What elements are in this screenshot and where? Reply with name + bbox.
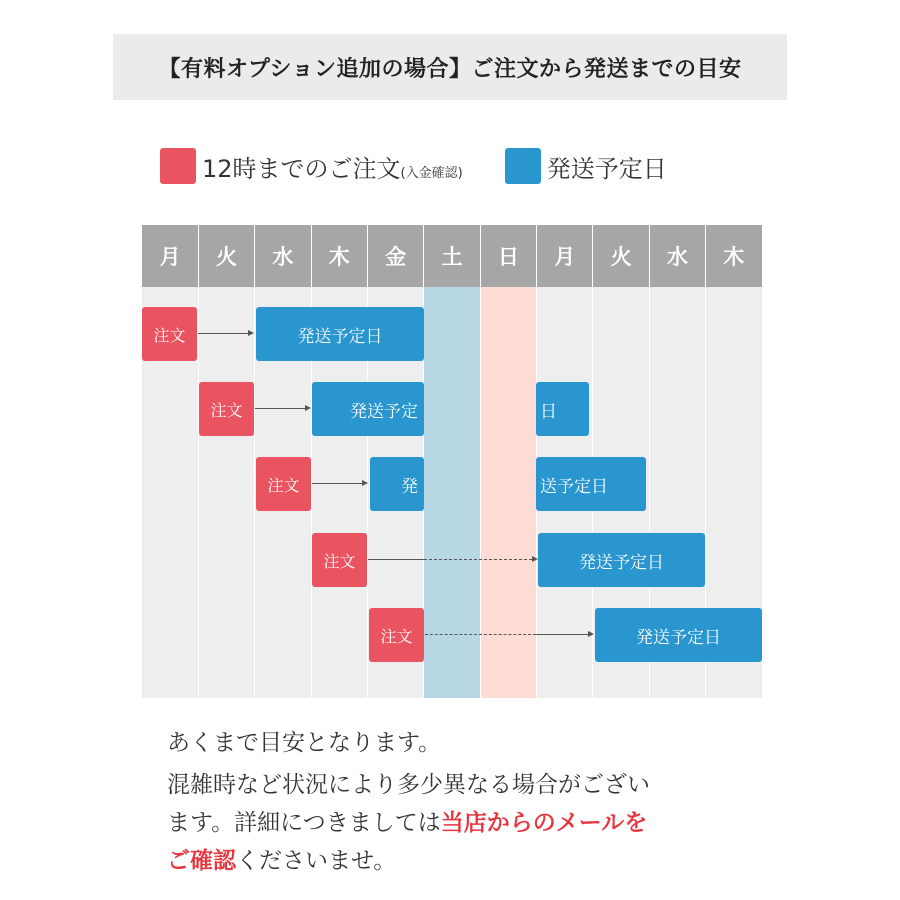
note-line-3 [167, 804, 807, 842]
schedule-row-1 [142, 307, 762, 361]
legend-ship-label: 発送予定日 [546, 154, 667, 183]
schedule-row-5 [142, 608, 762, 662]
day-header: 水 [255, 225, 311, 287]
arrow-line [312, 483, 362, 484]
schedule-chart [142, 225, 762, 698]
legend [160, 146, 667, 186]
legend-order-sub: (入金確認) [400, 165, 463, 181]
ship-block-part: 発送予定 [312, 382, 424, 436]
arrow-line-dashed [424, 559, 532, 560]
ship-block-part: 発 [370, 457, 424, 511]
day-header: 日 [480, 225, 536, 287]
arrow-line [536, 634, 588, 635]
order-block: 注文 [199, 382, 254, 436]
note-line-4-highlight: ご確認 [167, 848, 236, 874]
note-line-1: あくまで目安となります。 [167, 730, 442, 756]
day-header: 土 [424, 225, 480, 287]
arrow-line-dashed [425, 634, 536, 635]
day-header: 火 [198, 225, 254, 287]
legend-order-label: 12時までのご注文 [202, 154, 401, 183]
note-line-4-plain: くださいませ。 [236, 848, 397, 874]
order-block: 注文 [369, 608, 424, 662]
title-bar [113, 34, 787, 100]
arrow-line [368, 559, 424, 560]
note-line-3-plain: ます。詳細につきましては [167, 810, 441, 836]
ship-block-part: 送予定日 [536, 457, 646, 511]
legend-order-swatch [160, 148, 196, 184]
schedule-row-2 [142, 382, 762, 436]
ship-block-part: 日 [536, 382, 589, 436]
legend-ship-swatch [505, 148, 541, 184]
schedule-row-3 [142, 457, 762, 511]
day-header: 金 [367, 225, 423, 287]
note-line-4 [167, 842, 807, 880]
day-header: 木 [311, 225, 367, 287]
day-header: 月 [537, 225, 593, 287]
note-line-3-highlight: 当店からのメールを [440, 810, 648, 836]
arrow-head-icon [362, 480, 368, 486]
order-block: 注文 [312, 533, 367, 587]
arrow-line [198, 333, 248, 334]
day-header: 水 [649, 225, 705, 287]
note-text [167, 724, 807, 880]
arrow-line [255, 408, 305, 409]
order-block: 注文 [142, 307, 197, 361]
ship-block: 発送予定日 [256, 307, 424, 361]
page-title: 【有料オプション追加の場合】ご注文から発送までの目安 [158, 56, 742, 82]
ship-block: 発送予定日 [595, 608, 762, 662]
order-block: 注文 [256, 457, 311, 511]
schedule-row-4 [142, 533, 762, 587]
arrow-head-icon [305, 405, 311, 411]
legend-ship [505, 148, 667, 184]
ship-block: 発送予定日 [538, 533, 705, 587]
day-header: 木 [706, 225, 762, 287]
arrow-head-icon [588, 631, 594, 637]
arrow-head-icon [248, 330, 254, 336]
day-header: 火 [593, 225, 649, 287]
legend-order [160, 148, 463, 184]
note-line-2: 混雑時など状況により多少異なる場合がござい [167, 772, 650, 798]
day-header: 月 [142, 225, 198, 287]
